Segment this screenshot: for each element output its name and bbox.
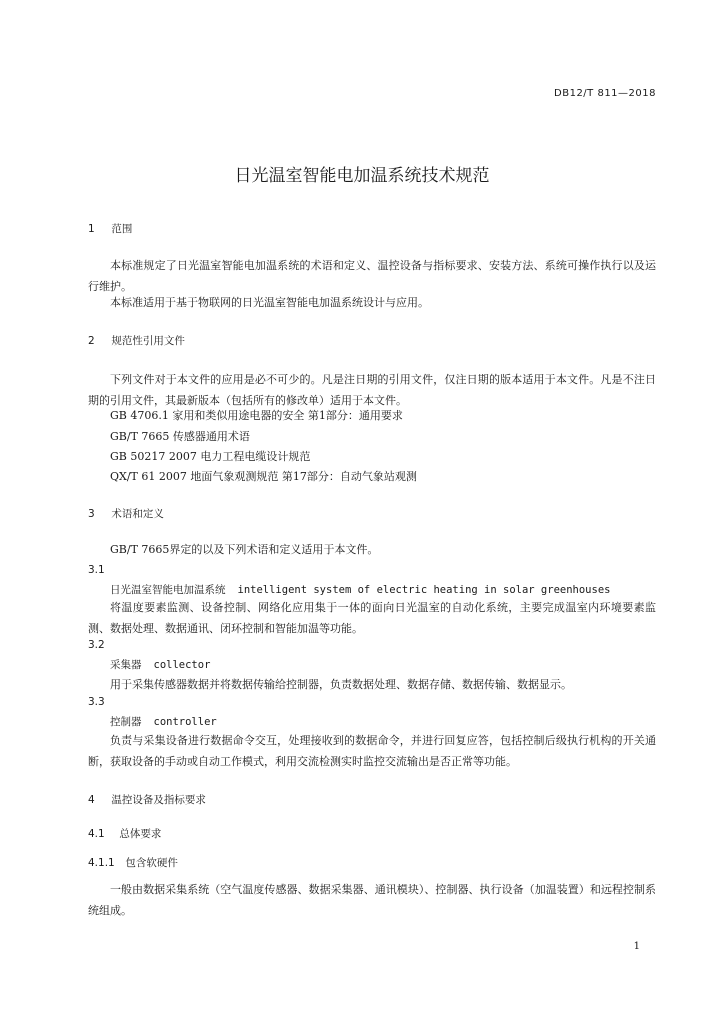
section-4-heading — [88, 792, 206, 807]
term-english: controller — [153, 716, 217, 728]
section-number: 1 — [88, 223, 95, 235]
reference-item: GB 50217 2007 电力工程电缆设计规范 — [110, 450, 311, 463]
term-english: intelligent system of electric heating in solar greenhouses — [237, 584, 611, 596]
section-title: 温控设备及指标要求 — [111, 794, 206, 806]
document-number: DB12/T 811—2018 — [554, 88, 656, 99]
term-number: 3.3 — [88, 696, 105, 708]
page-number: 1 — [633, 941, 640, 952]
section-title: 包含软硬件 — [125, 857, 178, 869]
section-number: 4.1 — [88, 828, 105, 840]
term-english: collector — [153, 659, 211, 671]
section-3-heading — [88, 506, 164, 521]
term-3 — [110, 714, 217, 729]
section-1-paragraph-2: 本标准适用于基于物联网的日光温室智能电加温系统设计与应用。 — [110, 296, 429, 309]
section-2-heading — [88, 333, 185, 348]
term-chinese: 日光温室智能电加温系统 — [110, 584, 226, 596]
section-number: 2 — [88, 335, 95, 347]
section-number: 4.1.1 — [88, 857, 115, 869]
section-title: 总体要求 — [119, 828, 162, 840]
section-4-paragraph-1: 一般由数据采集系统（空气温度传感器、数据采集器、通讯模块）、控制器、执行设备（加温装置）和远程控制系统组成。 — [88, 883, 656, 917]
term-2 — [110, 657, 210, 672]
section-4-1-1-heading — [88, 855, 178, 870]
term-chinese: 控制器 — [110, 716, 142, 728]
section-2-paragraph-1: 下列文件对于本文件的应用是必不可少的。凡是注日期的引用文件，仅注日期的版本适用于本文件。凡是不注日期的引用文件，其最新版本（包括所有的修改单）适用于本文件。 — [88, 373, 656, 407]
section-1-paragraph-1: 本标准规定了日光温室智能电加温系统的术语和定义、温控设备与指标要求、安装方法、系统可操作执行以及运行维护。 — [88, 259, 656, 293]
term-chinese: 采集器 — [110, 659, 142, 671]
document-title: 日光温室智能电加温系统技术规范 — [234, 166, 490, 186]
section-4-1-heading — [88, 826, 161, 841]
term-1-definition: 将温度要素监测、设备控制、网络化应用集于一体的面向日光温室的自动化系统，主要完成温室内环境要素监测、数据处理、数据通讯、闭环控制和智能加温等功能。 — [88, 601, 656, 635]
section-3-paragraph-1: GB/T 7665界定的以及下列术语和定义适用于本文件。 — [110, 543, 379, 556]
term-3-definition: 负责与采集设备进行数据命令交互，处理接收到的数据命令，并进行回复应答，包括控制后级执行机构的开关通断，获取设备的手动或自动工作模式，利用交流检测实时监控交流输出是否正常等功能。 — [88, 734, 656, 768]
term-number: 3.1 — [88, 564, 105, 576]
section-title: 规范性引用文件 — [111, 335, 185, 347]
reference-item: QX/T 61 2007 地面气象观测规范 第17部分：自动气象站观测 — [110, 470, 417, 483]
section-title: 范围 — [111, 223, 133, 235]
section-number: 4 — [88, 794, 95, 806]
term-2-definition: 用于采集传感器数据并将数据传输给控制器，负责数据处理、数据存储、数据传输、数据显示。 — [110, 678, 572, 691]
reference-item: GB/T 7665 传感器通用术语 — [110, 430, 250, 443]
term-number: 3.2 — [88, 639, 105, 651]
reference-item: GB 4706.1 家用和类似用途电器的安全 第1部分：通用要求 — [110, 409, 403, 422]
term-1 — [110, 582, 610, 597]
section-1-heading — [88, 221, 132, 236]
section-number: 3 — [88, 508, 95, 520]
section-title: 术语和定义 — [111, 508, 164, 520]
